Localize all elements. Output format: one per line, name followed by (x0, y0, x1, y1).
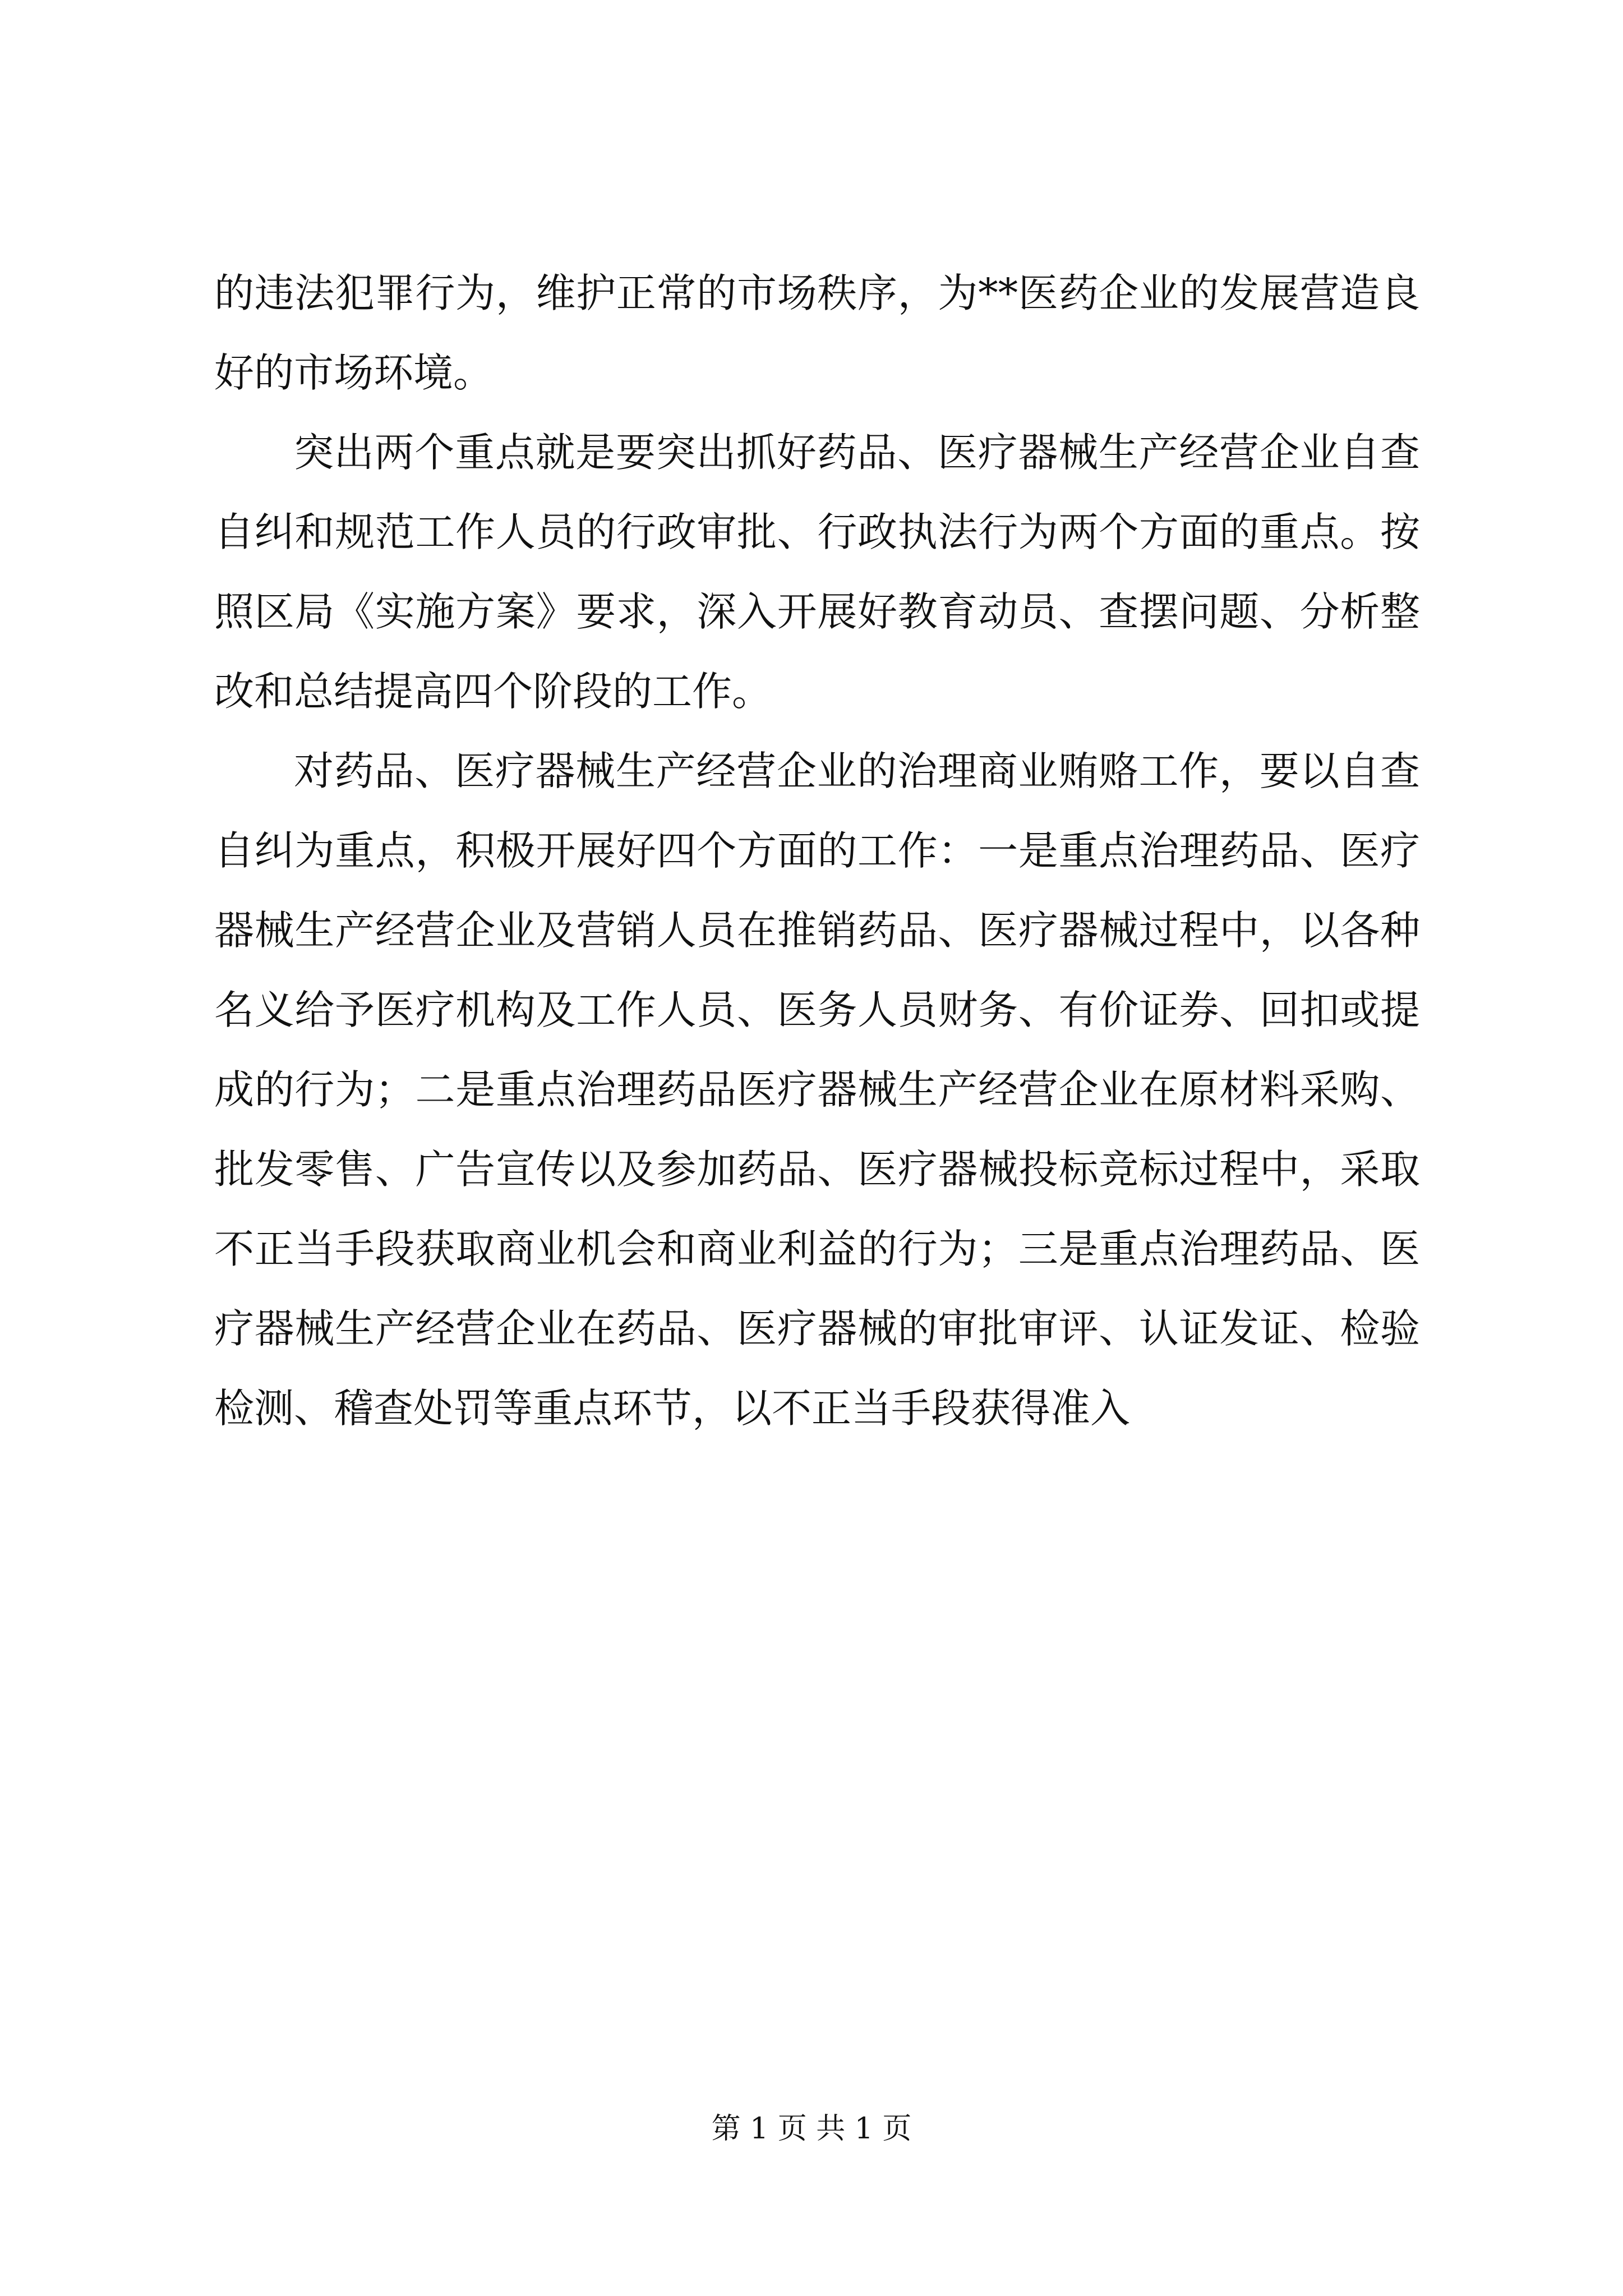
paragraph-continuation: 的违法犯罪行为，维护正常的市场秩序，为**医药企业的发展营造良好的市场环境。 (214, 270, 1420, 396)
paragraph-two-key-points: 突出两个重点就是要突出抓好药品、医疗器械生产经营企业自查自纠和规范工作人员的行政审批、行政执法行为两个方面的重点。按照区局《实施方案》要求，深入开展好教育动员、查摆问题、分析整改和总结提高四个阶段的工作。 (214, 429, 1420, 715)
page-footer: 第 1 页 共 1 页 (711, 2112, 912, 2146)
document-body (214, 254, 1420, 1448)
paragraph-enterprise-governance: 对药品、医疗器械生产经营企业的治理商业贿赂工作，要以自查自纠为重点，积极开展好四个方面的工作：一是重点治理药品、医疗器械生产经营企业及营销人员在推销药品、医疗器械过程中，以各种名义给予医疗机构及工作人员、医务人员财务、有价证券、回扣或提成的行为；二是重点治理药品医疗器械生产经营企业在原材料采购、批发零售、广告宣传以及参加药品、医疗器械投标竞标过程中，采取不正当手段获取商业机会和商业利益的行为；三是重点治理药品、医疗器械生产经营企业在药品、医疗器械的审批审评、认证发证、检验检测、稽查处罚等重点环节，以不正当手段获得准入 (214, 748, 1420, 1432)
